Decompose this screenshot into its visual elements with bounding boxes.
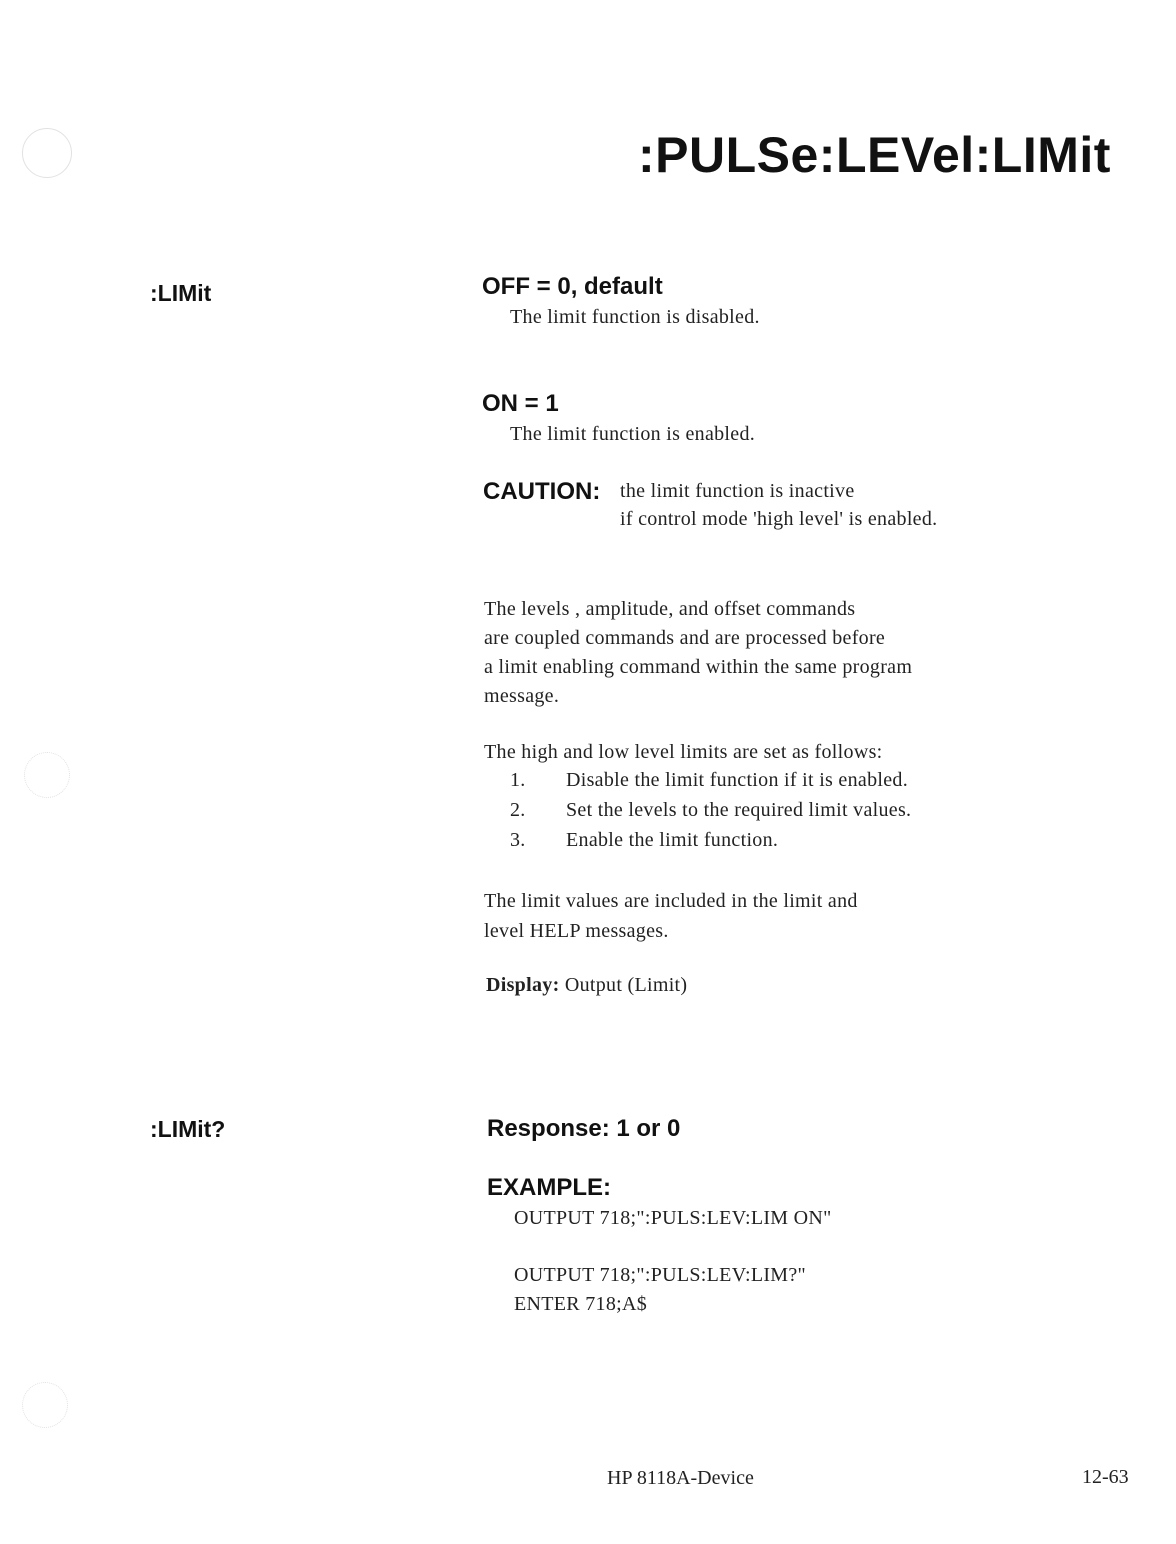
step-number: 3. [510,829,526,851]
footer-page-number: 12-63 [1082,1466,1129,1488]
page-title: :PULSe:LEVel:LIMit [638,127,1111,183]
step-text: Enable the limit function. [566,829,779,851]
step-number: 2. [510,799,526,821]
example-line: OUTPUT 718;":PULS:LEV:LIM ON" [514,1207,832,1229]
step-text: Set the levels to the required limit values. [566,799,912,821]
paragraph-line: message. [484,685,560,707]
steps-intro: The high and low level limits are set as follows: [484,741,883,763]
paragraph-line: level HELP messages. [484,920,669,942]
paragraph-line: The limit values are included in the limit and [484,890,858,912]
help-messages-paragraph [484,886,858,946]
display-value: Output (Limit) [564,974,688,996]
caution-line-2: if control mode 'high level' is enabled. [620,508,938,530]
off-option-description: The limit function is disabled. [510,306,760,328]
on-option-heading: ON = 1 [482,390,559,417]
step-text: Disable the limit function if it is enabled. [566,769,909,791]
limit-query-label: :LIMit? [150,1116,226,1142]
example-heading: EXAMPLE: [487,1174,612,1201]
binder-hole-mark [24,752,70,798]
binder-hole-mark [22,128,72,178]
paragraph-line: The levels , amplitude, and offset commands [484,598,856,620]
caution-line-1: the limit function is inactive [620,480,855,502]
binder-hole-mark [22,1382,68,1428]
caution-label: CAUTION: [483,478,601,505]
limit-command-label: :LIMit [150,280,212,306]
display-label: Display: [486,974,560,996]
paragraph-line: are coupled commands and are processed before [484,627,886,649]
on-option-description: The limit function is enabled. [510,423,756,445]
step-number: 1. [510,769,526,791]
display-line [486,974,687,997]
example-line: ENTER 718;A$ [514,1293,648,1315]
footer-device-name: HP 8118A-Device [607,1467,754,1489]
steps-list [510,769,1030,859]
coupled-commands-paragraph [484,595,912,711]
example-line: OUTPUT 718;":PULS:LEV:LIM?" [514,1264,807,1286]
paragraph-line: a limit enabling command within the same program [484,656,913,678]
response-heading: Response: 1 or 0 [487,1115,681,1142]
off-option-heading: OFF = 0, default [482,273,663,300]
